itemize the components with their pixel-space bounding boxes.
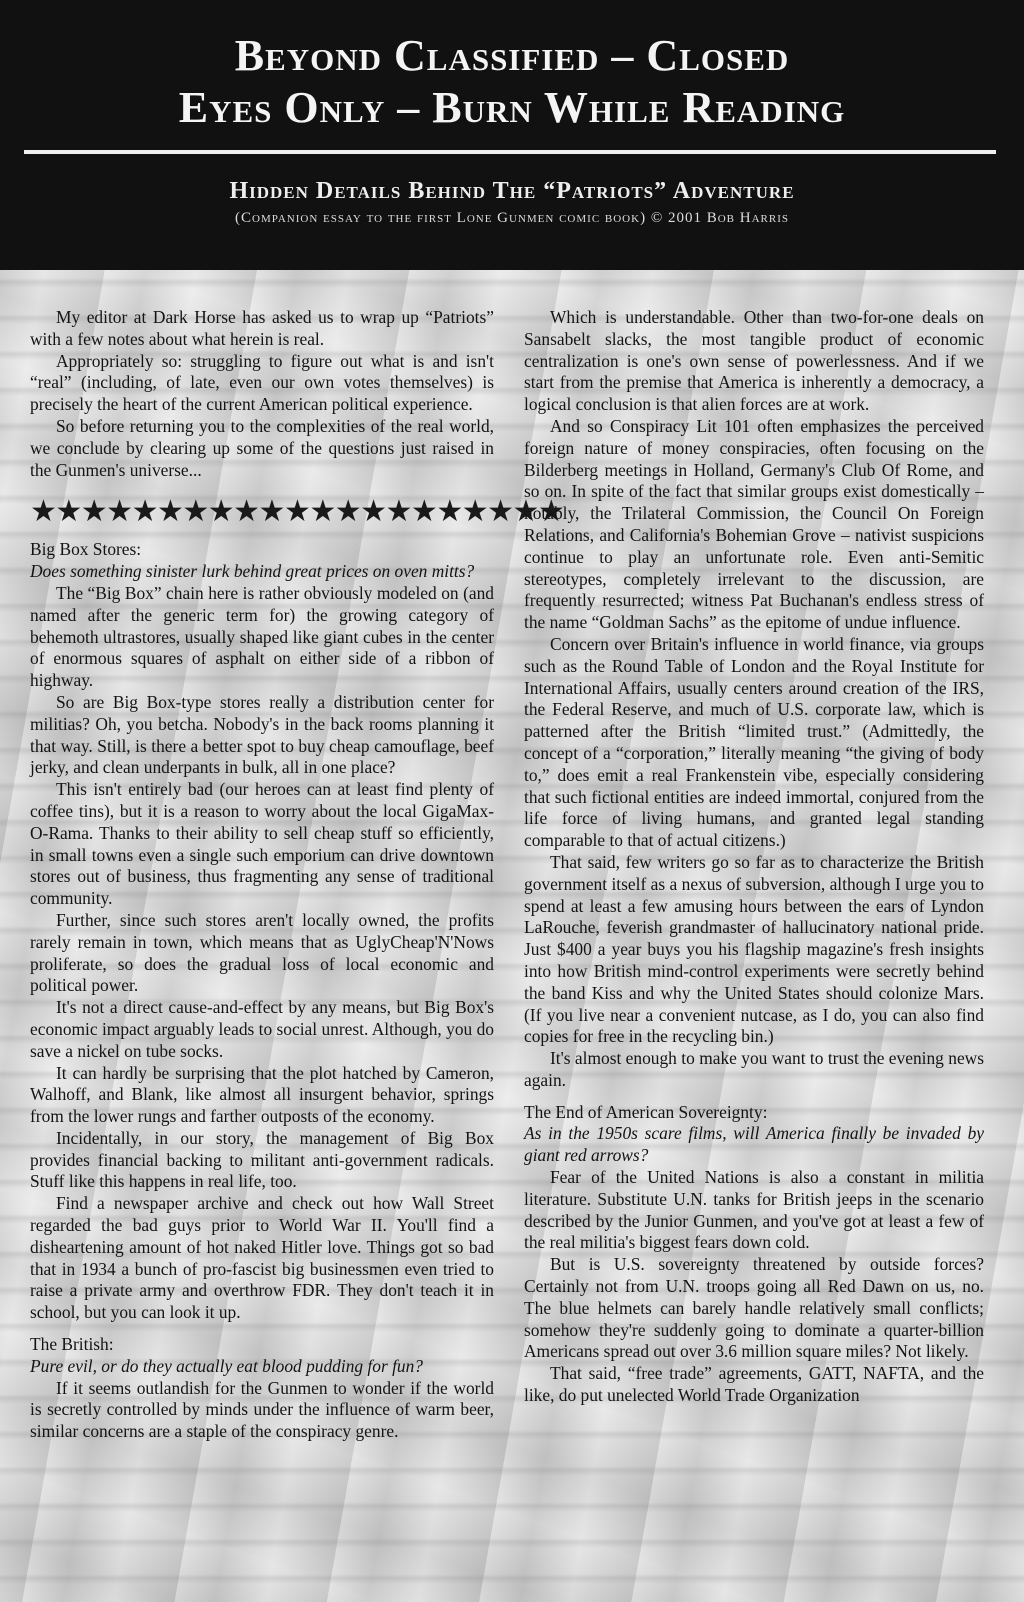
body-paragraph: But is U.S. sovereignty threatened by outside forces? Certainly not from U.N. troops going all Red Dawn on us, no. The blue helmets can barely handle relatively small conflicts; somehow they're suddenly going to dominate a quarter-billion Americans spread out over 3.6 million square miles? Not likely.: [524, 1254, 984, 1362]
section-heading-big-box: Big Box Stores:: [30, 539, 142, 560]
section-heading-sovereignty: The End of American Sovereignty:: [524, 1101, 768, 1122]
body-paragraph: Incidentally, in our story, the management of Big Box provides financial backing to militant anti-government radicals. Stuff like this happens in real life, too.: [30, 1127, 494, 1192]
body-paragraph: It's almost enough to make you want to trust the evening news again.: [524, 1048, 984, 1090]
section-question-big-box: Does something sinister lurk behind great prices on oven mitts?: [30, 561, 475, 582]
header-banner: [0, 0, 1024, 270]
intro-paragraph: So before returning you to the complexities of the real world, we conclude by clearing up some of the questions just raised in the Gunmen's universe...: [30, 415, 494, 480]
section-question-sovereignty: As in the 1950s scare films, will America finally be invaded by giant red arrows?: [524, 1123, 984, 1166]
title-line-2: Eyes Only – Burn While Reading: [178, 83, 846, 132]
body-paragraph: Concern over Britain's influence in world finance, via groups such as the Round Table of London and the Royal Institute for International Affairs, usually centers around creation of the IRS, the Federal Reserve, and much of U.S. corporate law, which is patterned after the British “limited trust.” (Admittedly, the concept of a “corporation,” literally meaning “the giving of body to,” does emit a real Frankenstein vibe, especially considering that such fictional entities are indeed immortal, conjured from the life force of living humans, and granted legal standing comparable to that of actual citizens.): [524, 633, 984, 851]
body-paragraph: The “Big Box” chain here is rather obviously modeled on (and named after the generic term for) the growing category of behemoth ultrastores, usually shaped like giant cubes in the center of enormous squares of asphalt on either side of a ribbon of highway.: [30, 582, 494, 691]
body-paragraph: That said, “free trade” agreements, GATT, NAFTA, and the like, do put unelected World Trade Organization: [524, 1363, 984, 1406]
title-line-1: Beyond Classified – Closed: [234, 31, 790, 80]
body-paragraph: And so Conspiracy Lit 101 often emphasizes the perceived foreign nature of money conspiracies, often focusing on the Bilderberg meetings in Holland, Germany's Club Of Rome, and so on. In spite of the fact that similar groups exist domestically – notably, the Trilateral Commission, the Council On Foreign Relations, and California's Bohemian Grove – nativist suspicions continue to play an unfortunate role. Even anti-Semitic stereotypes, completely irrelevant to the discussion, are frequently resurrected; witness Pat Buchanan's endless stress of the name “Goldman Sachs” as the epitome of undue influence.: [524, 415, 984, 633]
body-paragraph: That said, few writers go so far as to characterize the British government itself as a nexus of subversion, although I urge you to spend at least a few amusing hours between the ears of Lyndon LaRouche, feverish grandmaster of hallucinatory national pride. Just $400 a year buys you his flagship magazine's fresh insights into how British mind-control experiments were secretly behind the band Kiss and why the United States should colonize Mars. (If you live near a convenient nutcase, as I do, you can also find copies for free in the recycling bin.): [524, 851, 984, 1047]
body-paragraph: Which is understandable. Other than two-for-one deals on Sansabelt slacks, the most tangible product of economic centralization is one's own sense of powerlessness. And if we start from the premise that America is inherently a democracy, a logical conclusion is that alien forces are at work.: [524, 307, 984, 415]
section-heading-british: The British:: [30, 1334, 114, 1355]
body-paragraph: This isn't entirely bad (our heroes can at least find plenty of coffee tins), but it is a reason to worry about the local GigaMax-O-Rama. Thanks to their ability to sell cheap stuff so efficiently, in small towns even a single such emporium can drive downtown stores out of business, thus fragmenting any sense of traditional community.: [30, 779, 494, 909]
body-paragraph: So are Big Box-type stores really a distribution center for militias? Oh, you betcha. Nobody's in the back rooms planning it that way. Still, is there a better spot to buy cheap camouflage, beef jerky, and clean underpants in bulk, all in one place?: [30, 691, 494, 778]
body-paragraph: Fear of the United Nations is also a constant in militia literature. Substitute U.N. tanks for British jeeps in the scenario described by the Junior Gunmen, and you've got at least a few of the real militia's biggest fears down cold.: [524, 1167, 984, 1253]
body-paragraph: Further, since such stores aren't locally owned, the profits rarely remain in town, which means that as UglyCheap'N'Nows proliferate, so does the gradual loss of local economic and political power.: [30, 909, 494, 996]
subtitle: Hidden Details Behind The “Patriots” Adventure: [229, 178, 795, 204]
right-column: [524, 307, 984, 1407]
body-paragraph: It can hardly be surprising that the plot hatched by Cameron, Walhoff, and Blank, like almost all insurgent behavior, springs from the lower rungs and farther outposts of the economy.: [30, 1062, 494, 1127]
star-divider: ★★★★★★★★★★★★★★★★★★★★★: [30, 495, 564, 529]
intro-paragraph: My editor at Dark Horse has asked us to wrap up “Patriots” with a few notes about what herein is real.: [30, 307, 494, 349]
copyright-credit: (Companion essay to the first Lone Gunmen comic book) © 2001 Bob Harris: [235, 210, 789, 226]
body-paragraph: It's not a direct cause-and-effect by any means, but Big Box's economic impact arguably leads to social unrest. Although, you do save a nickel on tube socks.: [30, 997, 494, 1061]
left-column: [30, 307, 564, 1443]
intro-paragraph: Appropriately so: struggling to figure out what is and isn't “real” (including, of late, even our own votes themselves) is precisely the heart of the current American political experience.: [30, 350, 494, 415]
section-question-british: Pure evil, or do they actually eat blood pudding for fun?: [30, 1355, 423, 1376]
header-rule: [24, 150, 996, 154]
body-paragraph: If it seems outlandish for the Gunmen to wonder if the world is secretly controlled by minds under the influence of warm beer, similar concerns are a staple of the conspiracy genre.: [30, 1377, 494, 1442]
body-paragraph: Find a newspaper archive and check out how Wall Street regarded the bad guys prior to World War II. You'll find a disheartening amount of hot naked Hitler love. Things got so bad that in 1934 a bunch of pro-fascist big businessmen even tried to raise a private army and overthrow FDR. They don't teach it in school, but you can look it up.: [30, 1193, 494, 1323]
page-title: [0, 30, 1024, 134]
